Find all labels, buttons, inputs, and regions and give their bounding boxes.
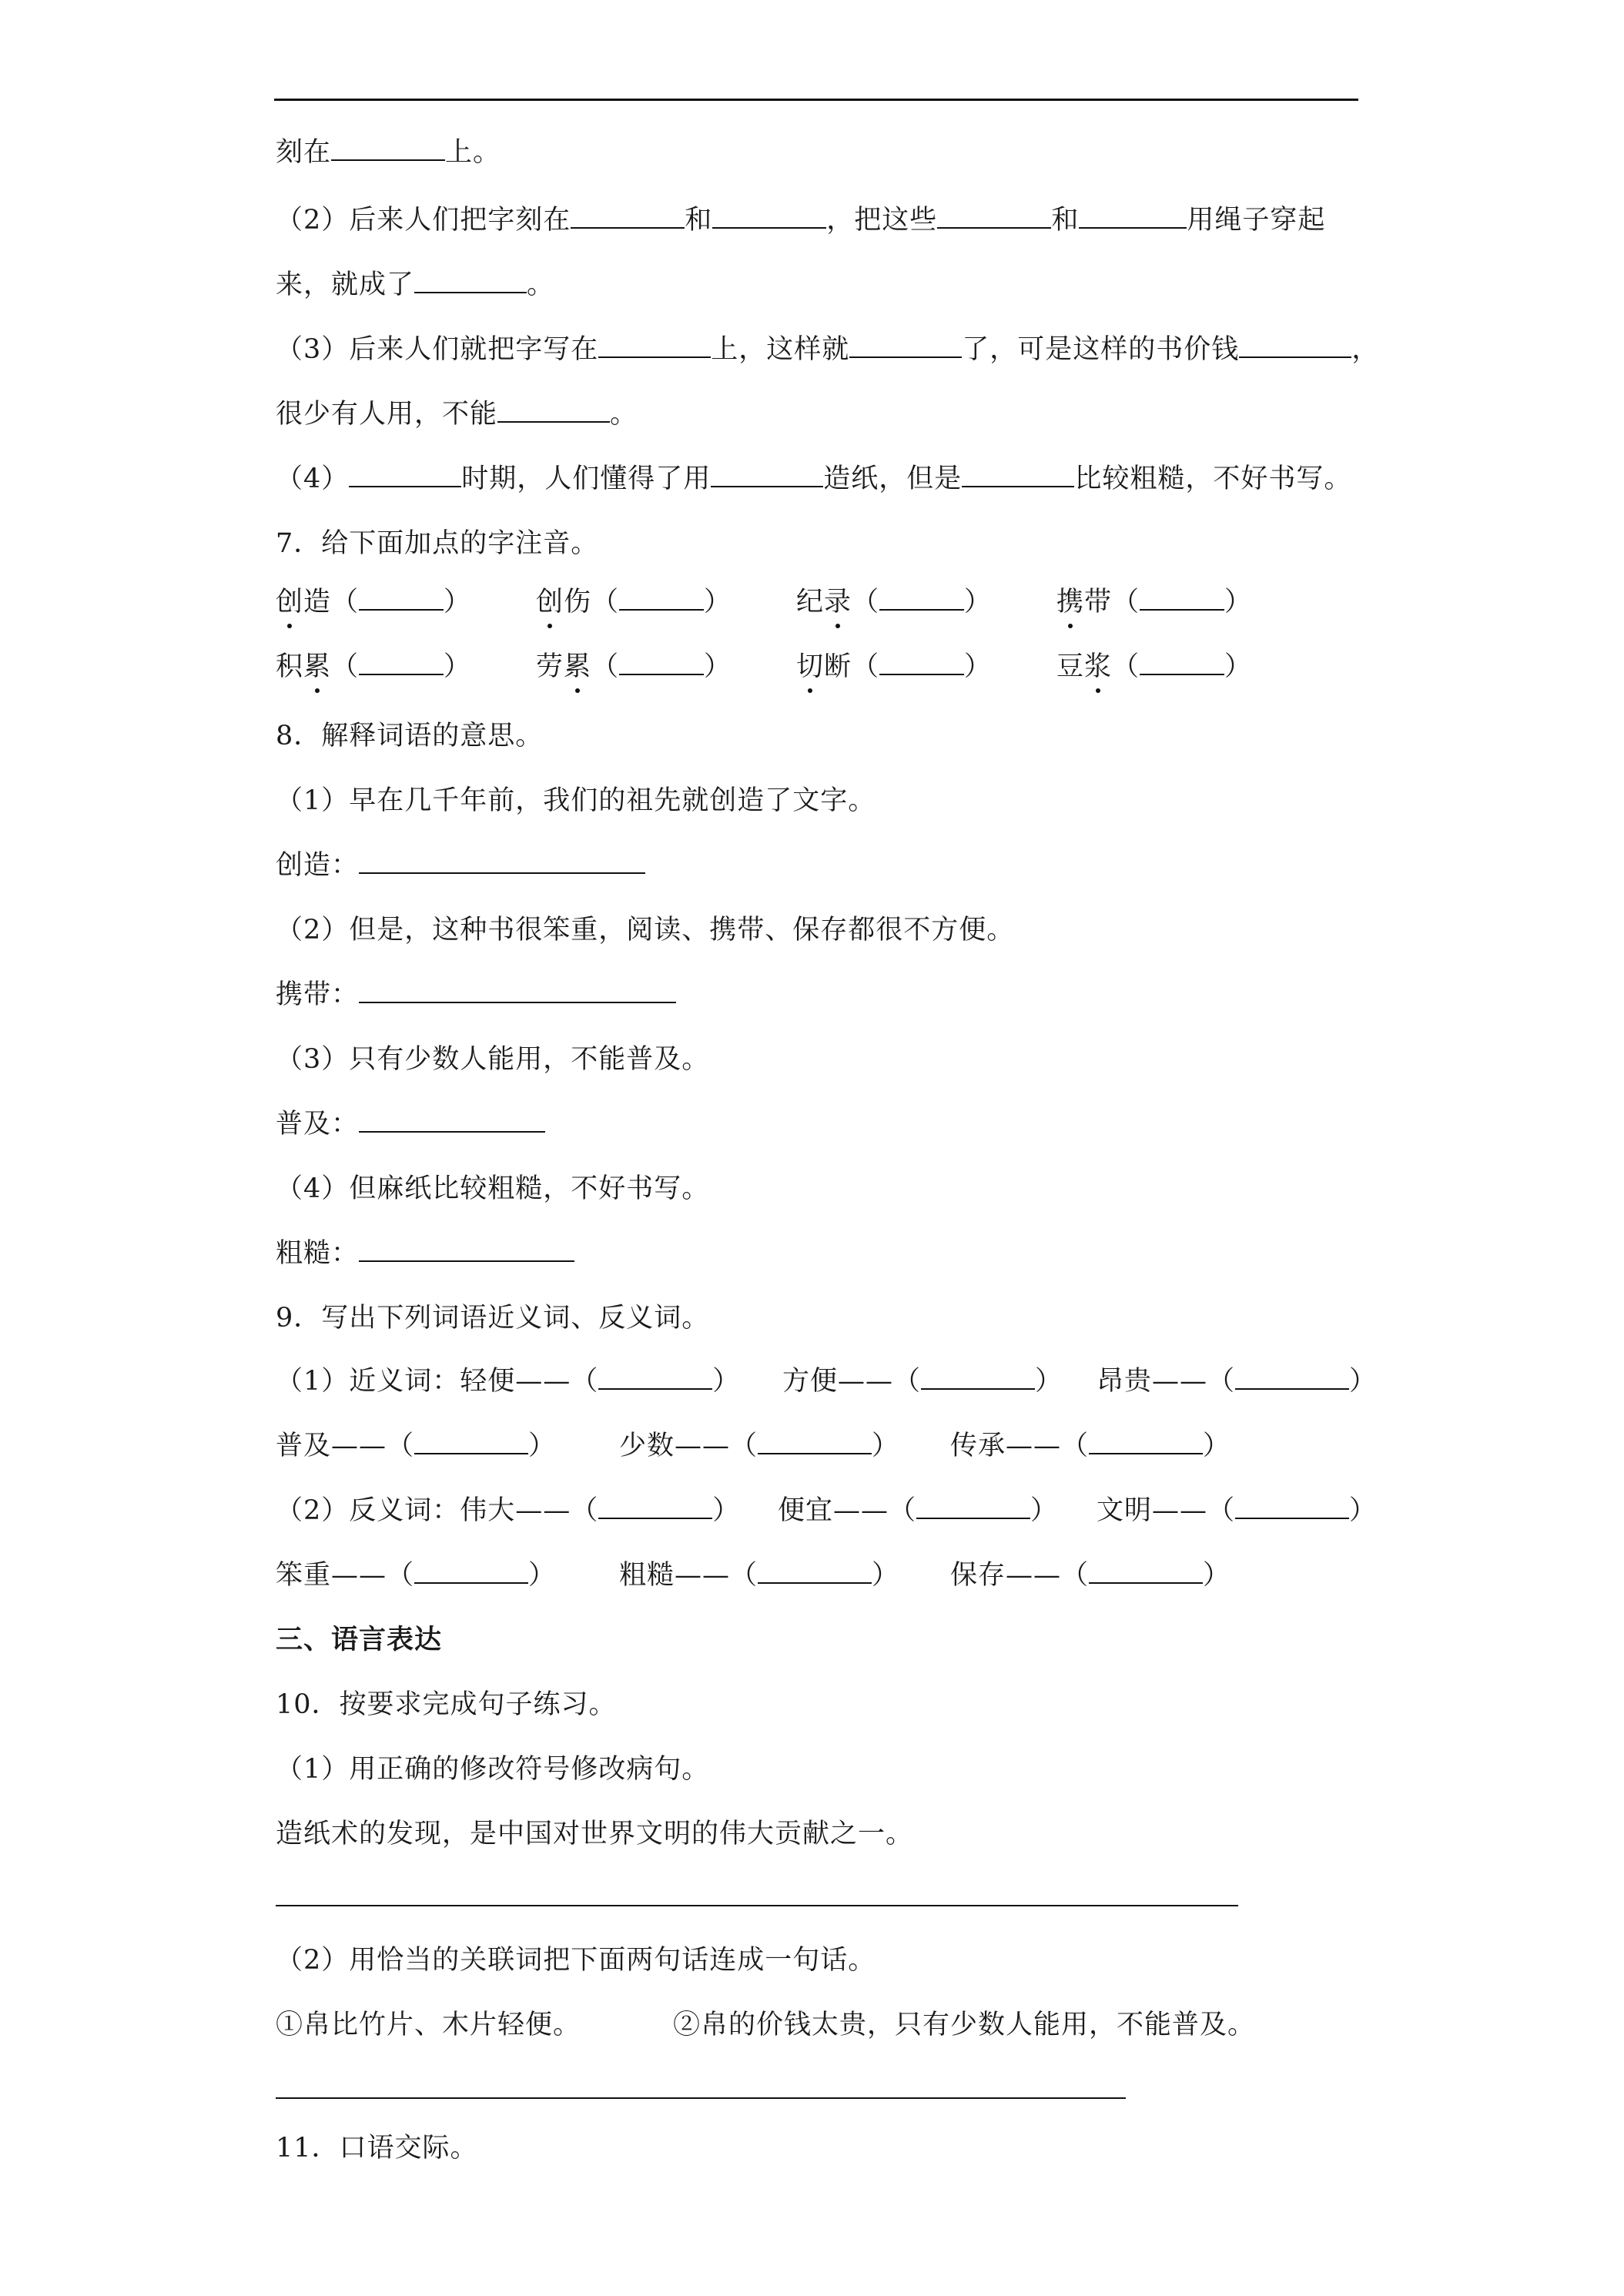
word-item: 少数——（ ）: [619, 1431, 900, 1461]
pinyin-item: 创伤（ ）: [536, 587, 732, 618]
dotted-char: 切: [796, 651, 825, 682]
q7-title: 7．给下面加点的字注音。: [276, 528, 599, 559]
dotted-char: 携: [1056, 587, 1085, 618]
text: 上，这样就: [711, 334, 850, 365]
fill-blank[interactable]: [497, 398, 610, 423]
dotted-char: 累: [564, 651, 592, 682]
word-blank[interactable]: [598, 1365, 712, 1390]
answer-line[interactable]: [276, 2097, 1126, 2099]
q8-sentence-3: （3）只有少数人能用，不能普及。: [276, 1044, 710, 1075]
fill-blank[interactable]: [349, 463, 461, 487]
text: 粗糙：: [276, 1238, 360, 1269]
word-blank[interactable]: [1089, 1430, 1203, 1454]
text: （4）: [276, 464, 350, 494]
dotted-char: 累: [303, 651, 332, 682]
q8-sentence-4: （4）但麻纸比较粗糙，不好书写。: [276, 1173, 710, 1204]
q6-line-2: [276, 203, 1325, 237]
dotted-char: 创: [536, 587, 564, 618]
text: （2）后来人们把字刻在: [276, 205, 571, 236]
word-item: 普及——（ ）: [276, 1431, 557, 1461]
pinyin-blank[interactable]: [619, 586, 704, 611]
word-blank[interactable]: [921, 1365, 1035, 1390]
text: 用绳子穿起: [1187, 205, 1326, 236]
pinyin-blank[interactable]: [879, 651, 964, 675]
q7-row-1: [276, 585, 1354, 619]
fill-blank[interactable]: [414, 269, 527, 293]
text: 普及：: [276, 1109, 360, 1140]
pinyin-blank[interactable]: [879, 586, 964, 611]
fill-blank[interactable]: [711, 463, 823, 487]
fill-blank[interactable]: [1079, 204, 1187, 229]
answer-blank[interactable]: [359, 1108, 545, 1133]
word-blank[interactable]: [1235, 1494, 1349, 1519]
text: 时期，人们懂得了用: [461, 464, 712, 494]
q8-sentence-1: （1）早在几千年前，我们的祖先就创造了文字。: [276, 785, 876, 816]
sentence-a: ①帛比竹片、木片轻便。: [276, 2010, 581, 2040]
word-blank[interactable]: [598, 1494, 712, 1519]
answer-blank[interactable]: [359, 1237, 574, 1262]
dotted-char: 录: [824, 587, 852, 618]
q8-title: 8．解释词语的意思。: [276, 721, 544, 751]
q11-title: 11．口语交际。: [276, 2133, 478, 2164]
text: 了，可是这样的书价钱: [962, 334, 1240, 365]
text: ，把这些: [826, 205, 938, 236]
q10-title: 10．按要求完成句子练习。: [276, 1689, 617, 1720]
pinyin-blank[interactable]: [1140, 651, 1224, 675]
word-item: 昂贵——（ ）: [1097, 1366, 1378, 1397]
pinyin-item: 积累（ ）: [276, 651, 472, 682]
word-item: 粗糙——（ ）: [619, 1560, 900, 1591]
pinyin-blank[interactable]: [619, 651, 704, 675]
word-item: 传承——（ ）: [950, 1431, 1231, 1461]
section-heading: 三、语言表达: [276, 1625, 443, 1655]
q7-row-2: [276, 650, 1354, 684]
header-rule: [274, 99, 1358, 101]
word-item: 保存——（ ）: [950, 1560, 1231, 1591]
word-item: 文明——（ ）: [1097, 1495, 1378, 1526]
pinyin-item: 纪录（ ）: [796, 587, 993, 618]
pinyin-blank[interactable]: [359, 651, 444, 675]
sentence-b: ②帛的价钱太贵，只有少数人能用，不能普及。: [673, 2010, 1256, 2040]
fill-blank[interactable]: [331, 136, 445, 161]
q8-word-4: [276, 1237, 574, 1270]
q6-line-1: [276, 136, 501, 169]
word-blank[interactable]: [758, 1559, 872, 1584]
word-item: （2）反义词：伟大——（ ）: [276, 1495, 741, 1526]
text: 很少有人用，不能: [276, 399, 498, 430]
text: 造纸，但是: [823, 464, 963, 494]
q8-word-3: [276, 1107, 545, 1141]
q8-word-2: [276, 978, 676, 1012]
text: ，: [1351, 334, 1380, 365]
q9-row-1: [276, 1364, 1378, 1398]
q8-word-1: [276, 848, 645, 882]
word-blank[interactable]: [758, 1430, 872, 1454]
dotted-char: 浆: [1084, 651, 1113, 682]
q9-row-4: [276, 1558, 1361, 1592]
word-item: 便宜——（ ）: [778, 1495, 1059, 1526]
q10-sentences: [276, 2008, 1361, 2042]
q6-line-6: [276, 462, 1351, 496]
text: 。: [527, 269, 555, 300]
word-blank[interactable]: [414, 1430, 528, 1454]
word-item: 笨重——（ ）: [276, 1560, 557, 1591]
text: （3）后来人们就把字写在: [276, 334, 599, 365]
text: 上。: [445, 137, 501, 168]
text: 比较粗糙，不好书写。: [1074, 464, 1352, 494]
text: 携带：: [276, 979, 360, 1010]
word-blank[interactable]: [1089, 1559, 1203, 1584]
fill-blank[interactable]: [571, 204, 685, 229]
pinyin-blank[interactable]: [359, 586, 444, 611]
q10-part-2: （2）用恰当的关联词把下面两句话连成一句话。: [276, 1945, 876, 1976]
pinyin-item: 携带（ ）: [1056, 587, 1253, 618]
word-item: （1）近义词：轻便——（ ）: [276, 1366, 741, 1397]
q10-sentence: 造纸术的发现，是中国对世界文明的伟大贡献之一。: [276, 1819, 914, 1849]
answer-blank[interactable]: [359, 979, 676, 1003]
answer-blank[interactable]: [359, 849, 645, 874]
text: 和: [1051, 205, 1080, 236]
fill-blank[interactable]: [849, 333, 962, 358]
q8-sentence-2: （2）但是，这种书很笨重，阅读、携带、保存都很不方便。: [276, 915, 1015, 946]
word-blank[interactable]: [414, 1559, 528, 1584]
pinyin-item: 劳累（ ）: [536, 651, 732, 682]
fill-blank[interactable]: [962, 463, 1074, 487]
text: 。: [610, 399, 638, 430]
q9-row-3: [276, 1494, 1378, 1528]
q9-row-2: [276, 1429, 1361, 1463]
word-blank[interactable]: [1235, 1365, 1349, 1390]
text: 和: [685, 205, 713, 236]
fill-blank[interactable]: [1239, 333, 1351, 358]
pinyin-item: 切断（ ）: [796, 651, 993, 682]
answer-line[interactable]: [276, 1905, 1238, 1906]
text: 刻在: [276, 137, 332, 168]
pinyin-blank[interactable]: [1140, 586, 1224, 611]
q6-line-3: [276, 268, 554, 302]
pinyin-item: 豆浆（ ）: [1056, 651, 1253, 682]
fill-blank[interactable]: [937, 204, 1051, 229]
word-item: 方便——（ ）: [782, 1366, 1063, 1397]
fill-blank[interactable]: [598, 333, 711, 358]
word-blank[interactable]: [916, 1494, 1030, 1519]
text: 创造：: [276, 850, 360, 881]
q6-line-4: [276, 333, 1379, 366]
q10-part-1: （1）用正确的修改符号修改病句。: [276, 1754, 710, 1785]
q9-title: 9．写出下列词语近义词、反义词。: [276, 1303, 710, 1334]
dotted-char: 创: [276, 587, 304, 618]
fill-blank[interactable]: [712, 204, 826, 229]
q6-line-5: [276, 397, 638, 431]
text: 来，就成了: [276, 269, 415, 300]
pinyin-item: 创造（ ）: [276, 587, 472, 618]
